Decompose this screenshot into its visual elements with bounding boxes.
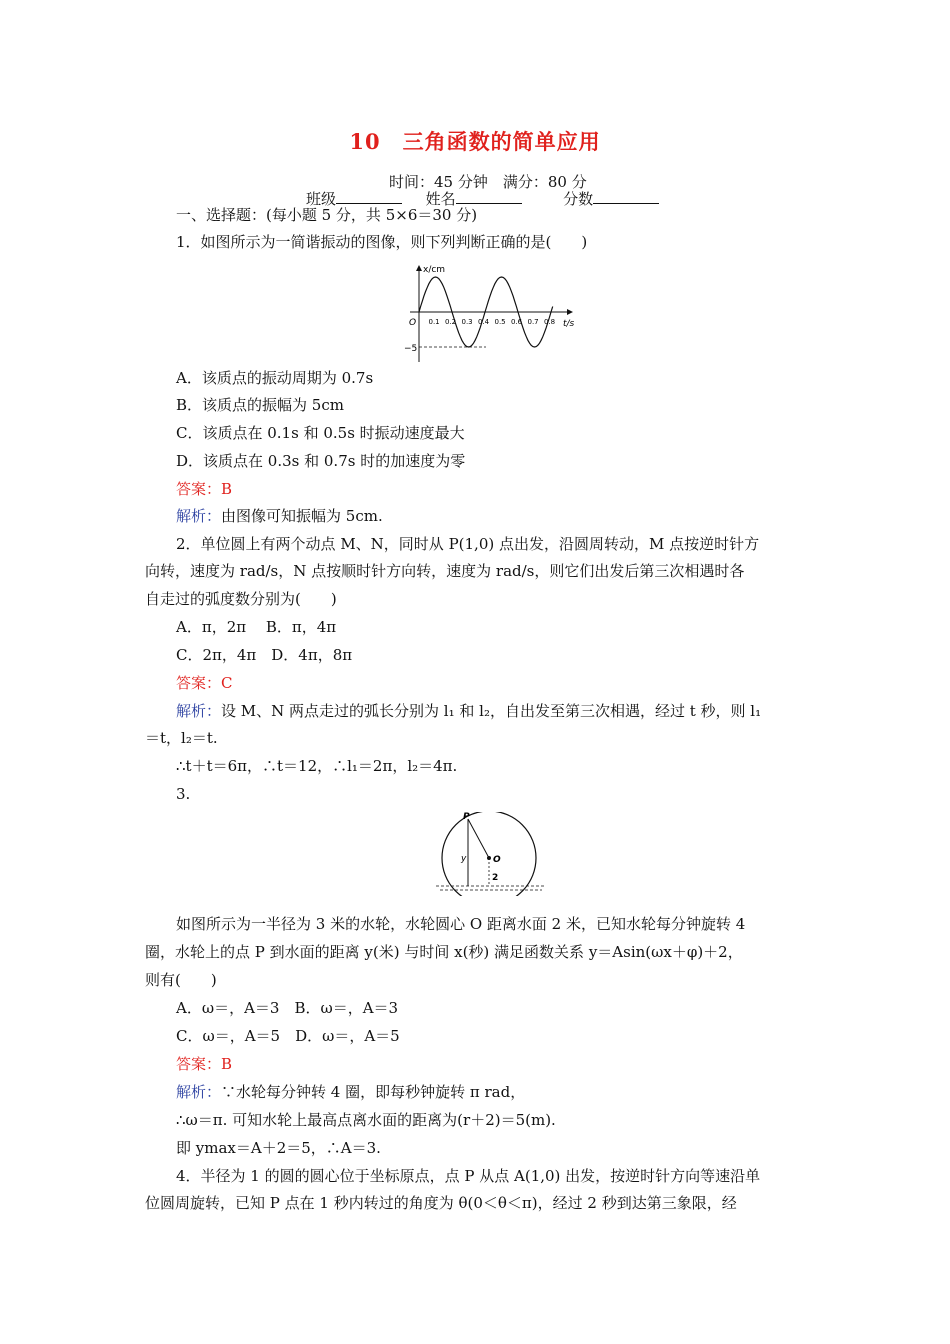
section-heading: 一、选择题：(每小题 5 分，共 5×6＝30 分) xyxy=(176,206,478,224)
x-tick-label: 0.5 xyxy=(494,318,506,326)
x-tick-label: 0.7 xyxy=(527,318,539,326)
q2-stem-line2: 向转，速度为 rad/s，N 点按顺时针方向转，速度为 rad/s，则它们出发后第三次相遇时各 xyxy=(145,562,745,580)
p-label: P xyxy=(463,812,470,822)
q3-analysis-line1 xyxy=(176,1082,525,1102)
q2-analysis-label: 解析： xyxy=(176,702,222,720)
q1-wave-figure xyxy=(400,262,590,366)
x-tick-label: 0.4 xyxy=(478,318,490,326)
page-title: 10 三角函数的简单应用 xyxy=(349,129,601,154)
x-tick-label: 0.6 xyxy=(511,318,523,326)
x-tick-label: 0.3 xyxy=(461,318,473,326)
q3-analysis-line2: ∴ω＝π. 可知水轮上最高点离水面的距离为(r＋2)＝5(m). xyxy=(176,1111,556,1129)
neg-five-label: −5 xyxy=(404,344,418,354)
q1-analysis-label: 解析： xyxy=(176,507,222,525)
x-tick-label: 0.8 xyxy=(544,318,556,326)
q2-analysis-line2: ＝t，l₂＝t. xyxy=(145,729,218,747)
q4-line1: 4．半径为 1 的圆的圆心位于坐标原点，点 P 从点 A(1,0) 出发，按逆时针方向等速沿单 xyxy=(176,1167,761,1185)
q2-options-ab[interactable]: A．π，2π B．π，4π xyxy=(176,618,337,636)
q1-stem: 1．如图所示为一简谐振动的图像，则下列判断正确的是( ) xyxy=(176,233,588,251)
time-info: 时间：45 分钟 满分：80 分 xyxy=(389,173,587,191)
center-point xyxy=(487,856,491,860)
q1-analysis-text: 由图像可知振幅为 5cm. xyxy=(221,507,383,525)
q3-stem-line2: 圈，水轮上的点 P 到水面的距离 y(米) 与时间 x(秒) 满足函数关系 y＝Asin(ωx＋φ)＋2， xyxy=(145,943,743,961)
q2-answer: 答案：C xyxy=(176,674,233,692)
radius-line xyxy=(468,819,489,858)
q1-option-c[interactable]: C．该质点在 0.1s 和 0.5s 时振动速度最大 xyxy=(176,424,465,442)
y-axis-label: x/cm xyxy=(423,265,446,275)
two-label: 2 xyxy=(492,873,499,883)
q4-line2: 位圆周旋转，已知 P 点在 1 秒内转过的角度为 θ(0＜θ＜π)，经过 2 秒到达第三象限，经 xyxy=(145,1194,737,1212)
q3-stem-line3: 则有( ) xyxy=(145,971,217,989)
x-ticks xyxy=(429,318,556,326)
q1-option-d[interactable]: D．该质点在 0.3s 和 0.7s 时的加速度为零 xyxy=(176,452,466,470)
q3-analysis-text1: ∵水轮每分钟转 4 圈，即每秒钟旋转 π rad， xyxy=(221,1083,526,1101)
q3-options-cd[interactable]: C．ω＝，A＝5 D．ω＝，A＝5 xyxy=(176,1027,400,1045)
q1-option-a[interactable]: A．该质点的振动周期为 0.7s xyxy=(176,369,374,387)
name-blank[interactable] xyxy=(456,189,522,204)
q1-analysis xyxy=(176,506,383,526)
q3-options-ab[interactable]: A．ω＝，A＝3 B．ω＝，A＝3 xyxy=(176,999,399,1017)
q3-number: 3. xyxy=(176,785,191,803)
q2-stem-line1: 2．单位圆上有两个动点 M、N，同时从 P(1,0) 点出发，沿圆周转动，M 点按逆时针方 xyxy=(176,535,760,553)
q1-option-b[interactable]: B．该质点的振幅为 5cm xyxy=(176,396,344,414)
q2-options-cd[interactable]: C．2π，4π D．4π，8π xyxy=(176,646,353,664)
q1-answer: 答案：B xyxy=(176,480,233,498)
q2-analysis-line3: ∴t＋t＝6π，∴t＝12，∴l₁＝2π，l₂＝4π. xyxy=(176,757,458,775)
score-label: 分数 xyxy=(563,190,594,208)
q3-stem-line1: 如图所示为一半径为 3 米的水轮，水轮圆心 O 距离水面 2 米，已知水轮每分钟旋转 4 xyxy=(176,915,746,933)
y-label: y xyxy=(461,854,467,864)
q3-waterwheel-figure xyxy=(434,812,550,896)
q2-analysis-line1 xyxy=(176,701,761,721)
name-label: 姓名 xyxy=(425,190,456,208)
x-tick-label: 0.1 xyxy=(428,318,440,326)
q3-analysis-line3: 即 ymax＝A＋2＝5，∴A＝3. xyxy=(176,1139,381,1157)
origin-label: O xyxy=(409,318,417,328)
class-blank[interactable] xyxy=(336,189,402,204)
q2-analysis-text1: 设 M、N 两点走过的弧长分别为 l₁ 和 l₂，自出发至第三次相遇，经过 t 秒，则 l₁ xyxy=(221,702,762,720)
score-blank[interactable] xyxy=(593,189,659,204)
q3-answer: 答案：B xyxy=(176,1055,233,1073)
q2-stem-line3: 自走过的弧度数分别为( ) xyxy=(145,590,337,608)
o-label: O xyxy=(493,855,501,865)
x-tick-label: 0.2 xyxy=(445,318,457,326)
class-label: 班级 xyxy=(306,190,337,208)
x-axis-label: t/s xyxy=(563,319,575,329)
q3-analysis-label: 解析： xyxy=(176,1083,222,1101)
